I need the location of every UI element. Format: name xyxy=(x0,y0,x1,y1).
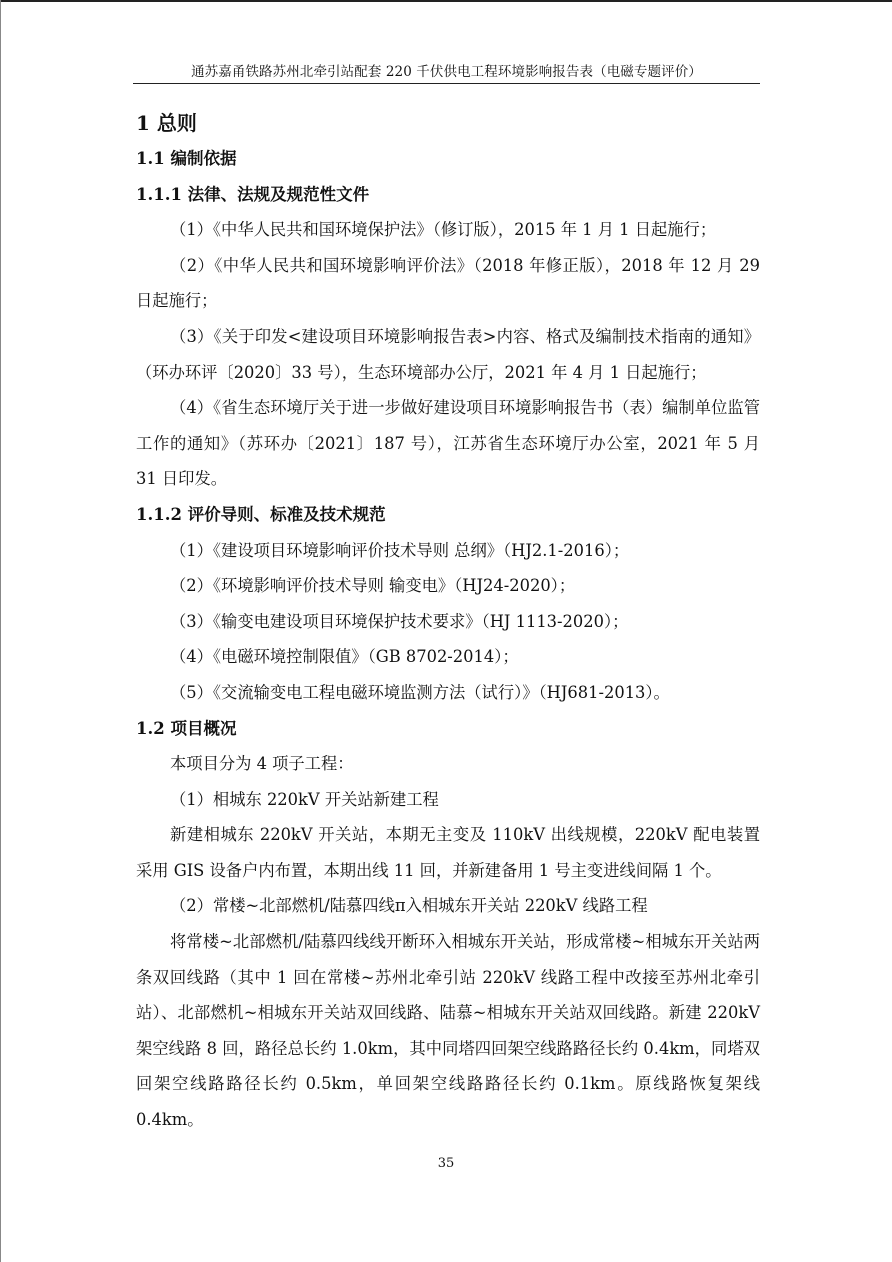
heading-1-1: 1.1 编制依据 xyxy=(136,149,237,168)
page-left-border xyxy=(0,0,1,1262)
overview-paragraph: 新建相城东 220kV 开关站，本期无主变及 110kV 出线规模，220kV 配电装置采用 GIS 设备户内布置，本期出线 11 回，并新建备用 1 号主变进线间隔 1 个。 xyxy=(136,825,760,880)
law-item: （2）《中华人民共和国环境影响评价法》（2018 年修正版），2018 年 12 月 29 日起施行； xyxy=(136,255,760,311)
law-item: （3）《关于印发<建设项目环境影响报告表>内容、格式及编制技术指南的通知》（环办环评〔2020〕33 号），生态环境部办公厅，2021 年 4 月 1 日起施行； xyxy=(136,326,760,382)
heading-1-2: 1.2 项目概况 xyxy=(136,718,237,738)
standard-item: （2）《环境影响评价技术导则 输变电》（HJ24-2020）； xyxy=(170,576,576,596)
overview-paragraph: 本项目分为 4 项子工程： xyxy=(170,754,354,774)
document-body xyxy=(136,105,760,1138)
heading-1-1-1: 1.1.1 法律、法规及规范性文件 xyxy=(136,184,370,204)
standard-item: （4）《电磁环境控制限值》（GB 8702-2014）； xyxy=(170,647,519,667)
overview-paragraph: 将常楼~北部燃机/陆慕四线线开断环入相城东开关站，形成常楼~相城东开关站两条双回线路（其中 1 回在常楼~苏州北牵引站 220kV 线路工程中改接至苏州北牵引站）、北部燃机~相城东开关站双回线路、陆慕~相城东开关站双回线路。新建 220kV 架空线路 8 回，路径总长约 1.0km，其中同塔四回架空线路路径长约 0.4km，同塔双回架空线路路径长约 0.5km，单回架空线路路径长约 0.1km。原线路恢复架线 0.4km。 xyxy=(136,932,760,1130)
page-number: 35 xyxy=(437,1156,455,1171)
heading-1-1-2: 1.1.2 评价导则、标准及技术规范 xyxy=(136,504,386,524)
standard-item: （3）《输变电建设项目环境保护技术要求》（HJ 1113-2020）； xyxy=(170,611,629,631)
header-rule xyxy=(133,83,760,84)
law-item: （4）《省生态环境厅关于进一步做好建设项目环境影响报告书（表）编制单位监管工作的通知》（苏环办〔2021〕187 号），江苏省生态环境厅办公室，2021 年 5 月 31 日印发。 xyxy=(136,398,760,489)
standard-item: （5）《交流输变电工程电磁环境监测方法（试行）》（HJ681-2013）。 xyxy=(170,682,670,702)
heading-1: 1 总则 xyxy=(136,111,197,135)
page-top-border xyxy=(0,0,892,2)
overview-paragraph: （2）常楼~北部燃机/陆慕四线π入相城东开关站 220kV 线路工程 xyxy=(170,896,648,916)
overview-paragraph: （1）相城东 220kV 开关站新建工程 xyxy=(170,789,439,809)
standard-item: （1）《建设项目环境影响评价技术导则 总纲》（HJ2.1-2016）； xyxy=(170,540,630,560)
law-item: （1）《中华人民共和国环境保护法》（修订版），2015 年 1 月 1 日起施行； xyxy=(170,220,717,240)
running-header: 通苏嘉甬铁路苏州北牵引站配套 220 千伏供电工程环境影响报告表（电磁专题评价） xyxy=(191,64,702,80)
